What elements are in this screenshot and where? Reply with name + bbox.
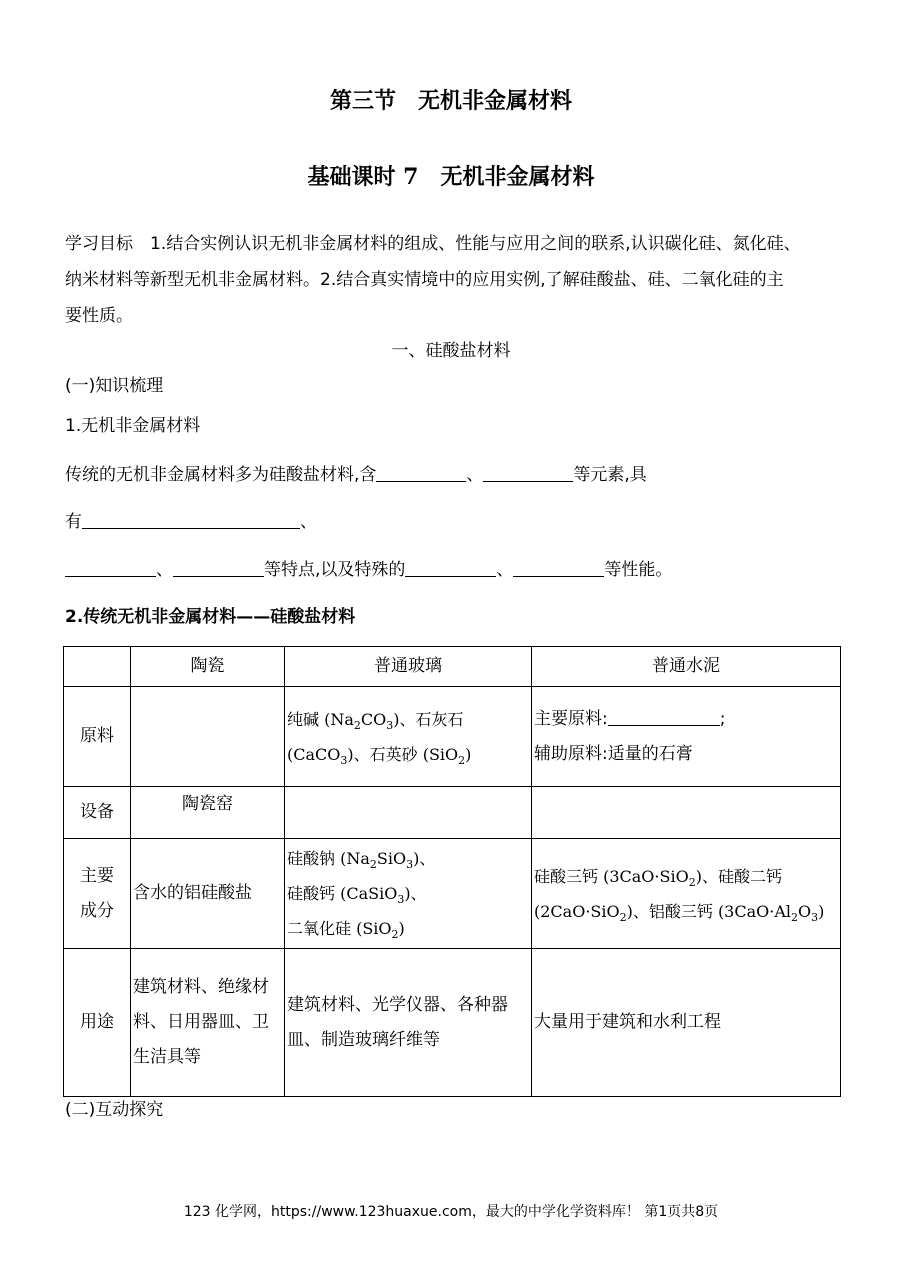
comp-glass	[285, 839, 532, 949]
raw-cement-line-2: 辅助原料:适量的石膏	[534, 743, 693, 764]
text: 等特点,以及特殊的	[264, 560, 406, 580]
raw-glass	[285, 687, 532, 787]
fill-blank[interactable]	[82, 510, 300, 529]
raw-glass-line-1: 纯碱 $(Na_2CO_3)$、石灰石	[287, 709, 464, 732]
text: 传统的无机非金属材料多为硅酸盐材料,含	[65, 465, 377, 485]
lesson-title: 基础课时 7 无机非金属材料	[307, 164, 595, 190]
goals-line-2: 纳米材料等新型无机非金属材料。2.结合真实情境中的应用实例,了解硅酸盐、硅、二氧化硅的主	[65, 270, 784, 290]
table-header-row	[64, 647, 841, 687]
raw-cement	[532, 687, 841, 787]
comp-ceramic: 含水的铝硅酸盐	[131, 839, 285, 949]
point-2-title: 2.传统无机非金属材料——硅酸盐材料	[65, 607, 356, 627]
table-row-composition	[64, 839, 841, 949]
subheading-knowledge: (一)知识梳理	[65, 376, 164, 396]
equip-glass	[285, 787, 532, 839]
table-row-equipment	[64, 787, 841, 839]
section-title: 第三节 无机非金属材料	[329, 88, 572, 114]
raw-glass-line-2: (CaCO$_3$)、石英砂 (SiO$_2$)	[287, 744, 472, 767]
comp-glass-line-1: 硅酸钠 $(Na_2SiO_3)$、	[287, 849, 436, 871]
header-cement: 普通水泥	[532, 647, 841, 687]
page-footer: 123 化学网，https://www.123huaxue.com，最大的中学化学资料库！ 第1页共8页	[183, 1204, 719, 1220]
fill-blank[interactable]	[513, 558, 604, 577]
point-1-title: 1.无机非金属材料	[65, 416, 201, 436]
row-label-composition: 主要 成分	[64, 839, 131, 949]
use-ceramic: 建筑材料、绝缘材 料、日用器皿、卫 生洁具等	[131, 949, 285, 1097]
comp-glass-line-2: 硅酸钙 (CaSiO$_3$)、	[287, 884, 427, 906]
goals-line-1: 学习目标 1.结合实例认识无机非金属材料的组成、性能与应用之间的联系,认识碳化硅、氮化硅、	[65, 234, 801, 254]
comp-cement-line-1: 硅酸三钙 (3CaO·SiO$_2$)、硅酸二钙	[534, 866, 782, 889]
comp-cement-line-2: (2CaO·SiO$_2$)、铝酸三钙 $(3CaO\cdot Al_2O_3)$	[534, 901, 825, 924]
text: 、	[496, 560, 514, 580]
header-glass: 普通玻璃	[285, 647, 532, 687]
table-row-raw-materials	[64, 687, 841, 787]
header-ceramic: 陶瓷	[131, 647, 285, 687]
table-row-uses	[64, 949, 841, 1097]
silicate-materials-table	[63, 646, 841, 1097]
heading-silicate-materials: 一、硅酸盐材料	[391, 341, 511, 361]
fill-blank[interactable]	[376, 463, 466, 482]
subheading-interactive: (二)互动探究	[65, 1100, 164, 1120]
comp-cement	[532, 839, 841, 949]
fill-blank[interactable]	[405, 558, 496, 577]
equip-ceramic: 陶瓷窑	[131, 787, 285, 839]
raw-ceramic	[131, 687, 285, 787]
use-cement: 大量用于建筑和水利工程	[532, 949, 841, 1097]
row-label-raw: 原料	[64, 687, 131, 787]
fill-blank[interactable]	[173, 558, 264, 577]
goals-line-3: 要性质。	[65, 306, 133, 326]
text: 、	[300, 512, 317, 532]
point-1-line-3	[65, 557, 672, 583]
text: 等元素,具	[573, 465, 647, 485]
text: 有	[65, 512, 82, 532]
point-1-line-2	[65, 509, 317, 535]
fill-blank[interactable]	[65, 558, 156, 577]
text: 、	[466, 465, 484, 485]
use-glass: 建筑材料、光学仪器、各种器 皿、制造玻璃纤维等	[285, 949, 532, 1097]
equip-cement	[532, 787, 841, 839]
text: 等性能。	[604, 560, 673, 580]
row-label-uses: 用途	[64, 949, 131, 1097]
fill-blank[interactable]	[608, 707, 720, 726]
raw-cement-line-1: 主要原料: ;	[534, 708, 726, 729]
row-label-equipment: 设备	[64, 787, 131, 839]
comp-glass-line-3: 二氧化硅 (SiO$_2$)	[287, 919, 405, 941]
header-cell	[64, 647, 131, 687]
fill-blank[interactable]	[483, 463, 573, 482]
text: 、	[156, 560, 173, 580]
point-1-line-1	[65, 462, 647, 488]
